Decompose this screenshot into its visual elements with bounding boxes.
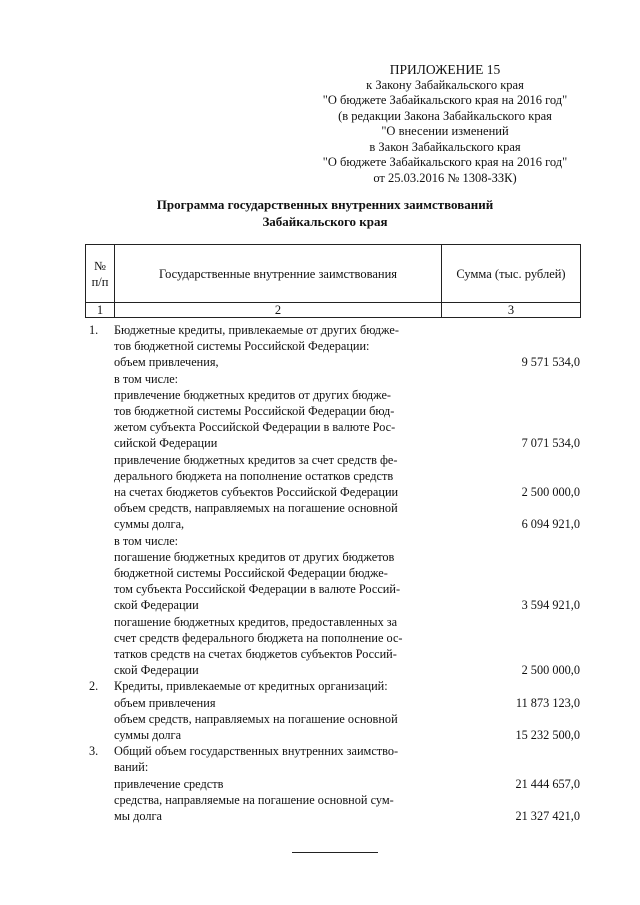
document-header xyxy=(300,62,590,186)
row-text: ской Федерации xyxy=(114,663,199,678)
row-text: объем средств, направляемых на погашение основной xyxy=(114,501,398,516)
column-number-1: 1 xyxy=(86,303,115,318)
row-text: на счетах бюджетов субъектов Российской Федерации xyxy=(114,485,399,499)
table-row xyxy=(85,403,580,419)
row-number: 2. xyxy=(89,679,99,694)
table-row xyxy=(85,387,580,403)
row-text: привлечение бюджетных кредитов за счет средств фе- xyxy=(114,452,398,467)
row-text: объем средств, направляемых на погашение основной xyxy=(114,711,398,726)
row-text: сийской Федерации xyxy=(114,436,218,451)
header-line: (в редакции Закона Забайкальского края xyxy=(338,108,552,123)
row-amount: 7 071 534,0 xyxy=(521,436,580,451)
table-row xyxy=(85,565,580,581)
table-row xyxy=(85,759,580,775)
borrowing-table-header xyxy=(85,244,581,318)
row-text: тов бюджетной системы Российской Федерации: xyxy=(114,339,370,354)
row-amount: 2 500 000,0 xyxy=(521,485,580,499)
table-row xyxy=(85,516,580,532)
row-text: ской Федерации xyxy=(114,598,199,613)
row-text: суммы долга xyxy=(114,728,182,742)
table-row xyxy=(85,597,580,613)
row-text: в том числе: xyxy=(114,371,179,386)
table-row xyxy=(85,743,580,759)
row-text: погашение бюджетных кредитов от других бюджетов xyxy=(114,549,395,564)
row-text: Общий объем государственных внутренних заимство- xyxy=(114,744,399,759)
header-line: к Закону Забайкальского края xyxy=(366,77,524,92)
header-line: в Закон Забайкальского края xyxy=(369,139,521,154)
table-row xyxy=(85,695,580,711)
row-text: Кредиты, привлекаемые от кредитных организаций: xyxy=(114,679,388,694)
row-amount: 21 444 657,0 xyxy=(515,776,580,791)
title-line-2: Забайкальского края xyxy=(262,214,388,229)
row-text: Бюджетные кредиты, привлекаемые от других бюдже- xyxy=(114,323,399,337)
table-row xyxy=(85,678,580,694)
row-text: привлечение бюджетных кредитов от других бюдже- xyxy=(114,387,392,402)
row-amount: 6 094 921,0 xyxy=(521,517,580,532)
table-row xyxy=(85,549,580,565)
row-text: дерального бюджета на пополнение остатков средств xyxy=(114,468,394,483)
header-line: от 25.03.2016 № 1308-ЗЗК) xyxy=(373,170,517,185)
table-row xyxy=(85,468,580,484)
row-number: 1. xyxy=(89,323,99,337)
table-row xyxy=(85,662,580,678)
table-row xyxy=(85,727,580,743)
table-row xyxy=(85,338,580,354)
row-amount: 9 571 534,0 xyxy=(521,355,580,370)
row-text: тов бюджетной системы Российской Федерации бюд- xyxy=(114,404,395,418)
table-row xyxy=(85,435,580,451)
row-text: в том числе: xyxy=(114,533,179,548)
row-text: счет средств федерального бюджета на пополнение ос- xyxy=(114,630,403,645)
table-row xyxy=(85,614,580,630)
table-row xyxy=(85,776,580,792)
table-row xyxy=(85,711,580,727)
column-number-3: 3 xyxy=(442,303,581,318)
table-row xyxy=(85,630,580,646)
table-row xyxy=(85,322,580,338)
column-numbers-row xyxy=(86,303,581,318)
table-row xyxy=(85,484,580,500)
row-text: привлечение средств xyxy=(114,776,224,791)
document-title xyxy=(60,196,590,230)
row-text: татков средств на счетах бюджетов субъектов Россий- xyxy=(114,647,397,661)
table-row xyxy=(85,646,580,662)
row-text: средства, направляемые на погашение основной сум- xyxy=(114,792,394,807)
header-line: "О бюджете Забайкальского края на 2016 год" xyxy=(322,93,568,107)
header-row xyxy=(86,245,581,303)
column-number-2: 2 xyxy=(115,303,442,318)
table-row xyxy=(85,808,580,824)
row-text: погашение бюджетных кредитов, предоставленных за xyxy=(114,614,398,629)
row-text: бюджетной системы Российской Федерации бюдже- xyxy=(114,566,388,580)
table-row xyxy=(85,500,580,516)
row-amount: 11 873 123,0 xyxy=(515,695,580,710)
table-row xyxy=(85,419,580,435)
row-amount: 15 232 500,0 xyxy=(515,728,580,742)
header-line: "О бюджете Забайкальского края на 2016 год" xyxy=(322,155,568,169)
column-header-number: № п/п xyxy=(86,245,115,303)
row-amount: 3 594 921,0 xyxy=(521,598,580,613)
row-text: объем привлечения xyxy=(114,695,216,710)
column-header-borrowings: Государственные внутренние заимствования xyxy=(115,245,442,303)
row-text: том субъекта Российской Федерации в валюте Россий- xyxy=(114,582,401,597)
footer-divider xyxy=(292,852,378,853)
title-line-1: Программа государственных внутренних заимствований xyxy=(156,197,494,212)
row-text: мы долга xyxy=(114,809,162,823)
row-text: жетом субъекта Российской Федерации в валюте Рос- xyxy=(114,420,396,435)
header-line: "О внесении изменений xyxy=(381,124,509,138)
row-text: объем привлечения, xyxy=(114,355,219,370)
column-header-amount: Сумма (тыс. рублей) xyxy=(442,245,581,303)
row-number: 3. xyxy=(89,744,99,759)
table-row xyxy=(85,452,580,468)
table-row xyxy=(85,792,580,808)
table-row xyxy=(85,533,580,549)
annex-number: ПРИЛОЖЕНИЕ 15 xyxy=(389,62,501,77)
table-row xyxy=(85,354,580,370)
row-amount: 2 500 000,0 xyxy=(521,663,580,678)
row-text: ваний: xyxy=(114,760,149,775)
row-amount: 21 327 421,0 xyxy=(515,809,580,823)
table-row xyxy=(85,581,580,597)
table-row xyxy=(85,371,580,387)
row-text: суммы долга, xyxy=(114,517,185,532)
